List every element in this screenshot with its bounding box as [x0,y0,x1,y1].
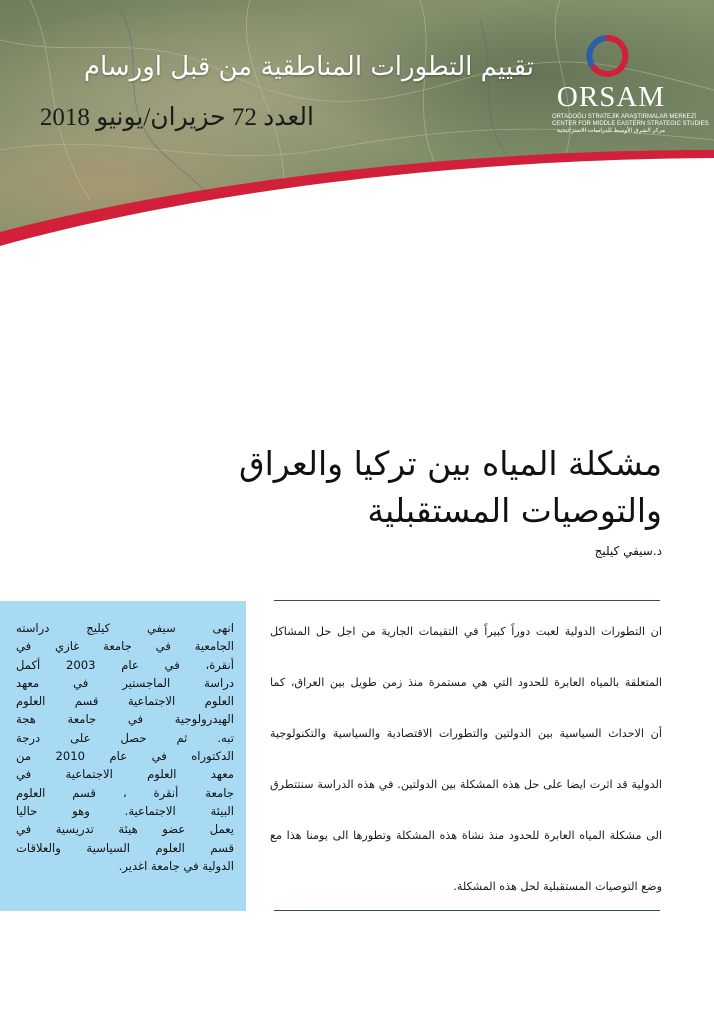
orsam-logo[interactable] [552,34,709,144]
bio-line: دراسة الماجستير في معهد [16,675,234,690]
logo-subline-en: CENTER FOR MIDDLE EASTERN STRATEGIC STUDIES [552,121,709,127]
abstract-line: المتعلقة بالمياه العابرة للحدود التي هي مستمرة منذ زمن طويل بين العراق، كما [270,676,662,689]
bio-line: يعمل عضو هيئة تدريسية في [16,822,234,837]
logo-name: ORSAM [556,81,666,113]
abstract-line: وضع التوصيات المستقبلية لحل هذه المشكلة. [453,880,662,893]
bio-line: العلوم الاجتماعية قسم العلوم [16,694,234,709]
publication-title: تقييم التطورات المناطقية من قبل اورسام [83,52,534,82]
issue-info: العدد 72 حزيران/يونيو 2018 [39,104,314,131]
abstract-text [270,612,662,918]
bio-line: البيئة الاجتماعية. وهو حاليا [16,803,234,818]
bio-line: الدكتوراه في عام 2010 من [16,749,234,764]
article-title [142,440,662,534]
abstract-line: أن الاحداث السياسية بين الدولتين والتطورات الاقتصادية والسياسية والتكنولوجية [270,727,662,740]
bio-line: قسم العلوم السياسية والعلاقات [16,840,234,855]
bio-line: أنقرة، في عام 2003 أكمل [16,657,234,672]
abstract-rule-bottom [274,910,660,911]
bio-line: الجامعية في جامعة غازي في [16,639,234,654]
author-name: د.سيفي كيليج [594,544,662,558]
bio-line: الهيدرولوجية في جامعة هجة [16,712,234,727]
bio-line: جامعة أنقرة ، قسم العلوم [16,785,234,800]
abstract-line: الدولية قد اثرت ايضا على حل هذه المشكلة بين الدولتين. في هذه الدراسة سنتتطرق [270,778,662,791]
author-bio [16,619,234,875]
bio-line: تبه. ثم حصل على درجة [16,730,234,745]
bio-line: الدولية في جامعة اغدير. [118,858,234,873]
author-bio-box [0,601,246,911]
abstract-rule-top [274,600,660,601]
header-banner [0,0,714,250]
abstract-line: ان التطورات الدولية لعبت دوراً كبيراً في التقيمات الجارية من اجل حل المشاكل [270,625,662,638]
logo-subline-tr: ORTADOĞU STRATEJİK ARAŞTIRMALAR MERKEZİ [552,114,697,120]
article-title-line: مشكلة المياه بين تركيا والعراق [239,444,662,483]
logo-subline-ar: مركز الشرق الأوسط للدراسات الاستراتيجية [556,128,666,134]
article-title-line: والتوصيات المستقبلية [367,491,662,530]
bio-line: انهى سيفي كيليج دراسته [16,621,234,635]
bio-line: معهد العلوم الاجتماعية في [16,767,234,782]
orsam-circle-icon [586,34,630,78]
abstract-line: الى مشكلة المياه العابرة للحدود منذ نشاة هذه المشكلة وتطورها الى يومنا هذا مع [270,829,662,842]
